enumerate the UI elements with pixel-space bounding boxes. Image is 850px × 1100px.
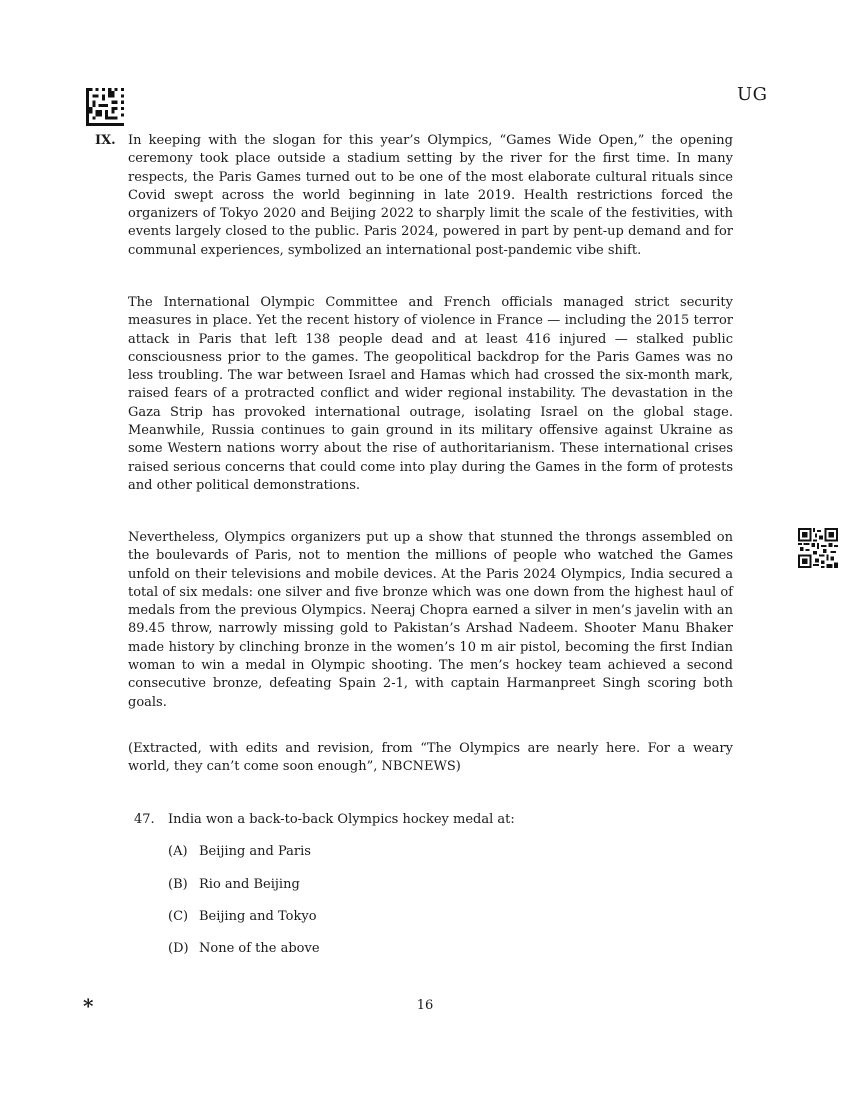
header-code: UG (737, 84, 768, 105)
passage-paragraph: The International Olympic Committee and French officials managed strict security measures in place. Yet the recent history of violence in France — including the 2015 terror attack in Paris that left 138 people dead and at least 416 injured — stalked public consciousness prior to the games. The geopolitical backdrop for the Paris Games was no less troubling. The war between Israel and Hamas which had crossed the six-month mark, raised fears of a protracted conflict and wider regional instability. The devastation in the Gaza Strip has provoked international outrage, isolating Israel on the global stage. Meanwhile, Russia continues to gain ground in its military offensive against Ukraine as some Western nations worry about the rise of authoritarianism. These international crises raised serious concerns that could come into play during the Games in the form of protests and other political demonstrations. (128, 295, 733, 493)
option-c (168, 908, 317, 926)
datamatrix-code-icon (86, 88, 124, 126)
option-label: (C) (168, 909, 189, 924)
option-b (168, 876, 300, 894)
passage-paragraph: In keeping with the slogan for this year’s Olympics, “Games Wide Open,” the opening ceremony took place outside a stadium setting by the river for the first time. In many respects, the Paris Games turned out to be one of the most elaborate cultural rituals since Covid swept across the world beginning in late 2019. Health restrictions forced the organizers of Tokyo 2020 and Beijing 2022 to sharply limit the scale of the festivities, with events largely closed to the public. Paris 2024, powered in part by pent-up demand and for communal experiences, symbolized an international post-pandemic vibe shift. (128, 133, 733, 258)
question-text: India won a back-to-back Olympics hockey medal at: (168, 812, 515, 827)
qr-code-icon (798, 528, 838, 568)
passage-paragraph: Nevertheless, Olympics organizers put up a show that stunned the throngs assembled on the boulevards of Paris, not to mention the millions of people who watched the Games unfold on their televisions and mobile devices. At the Paris 2024 Olympics, India secured a total of six medals: one silver and five bronze which was one down from the highest haul of medals from the previous Olympics. Neeraj Chopra earned a silver in men’s javelin with an 89.45 throw, narrowly missing gold to Pakistan’s Arshad Nadeem. Shooter Manu Bhaker made history by clinching bronze in the women’s 10 m air pistol, becoming the first Indian woman to win a medal in Olympic shooting. The men’s hockey team achieved a second consecutive bronze, defeating Spain 2-1, with captain Harmanpreet Singh scoring both goals. (128, 530, 733, 710)
option-text: None of the above (199, 941, 320, 956)
option-label: (A) (168, 844, 188, 859)
option-label: (D) (168, 941, 189, 956)
option-label: (B) (168, 877, 188, 892)
footer-star: * (83, 994, 94, 1018)
question-number: 47. (134, 812, 155, 827)
option-text: Rio and Beijing (199, 877, 300, 892)
passage-source: (Extracted, with edits and revision, from “The Olympics are nearly here. For a weary world, they can’t come soon enough”, NBCNEWS) (128, 741, 733, 775)
section-number: IX. (95, 133, 116, 148)
option-d (168, 940, 320, 958)
option-text: Beijing and Paris (199, 844, 311, 859)
option-a (168, 843, 311, 861)
option-text: Beijing and Tokyo (199, 909, 317, 924)
page-number: 16 (416, 998, 434, 1013)
